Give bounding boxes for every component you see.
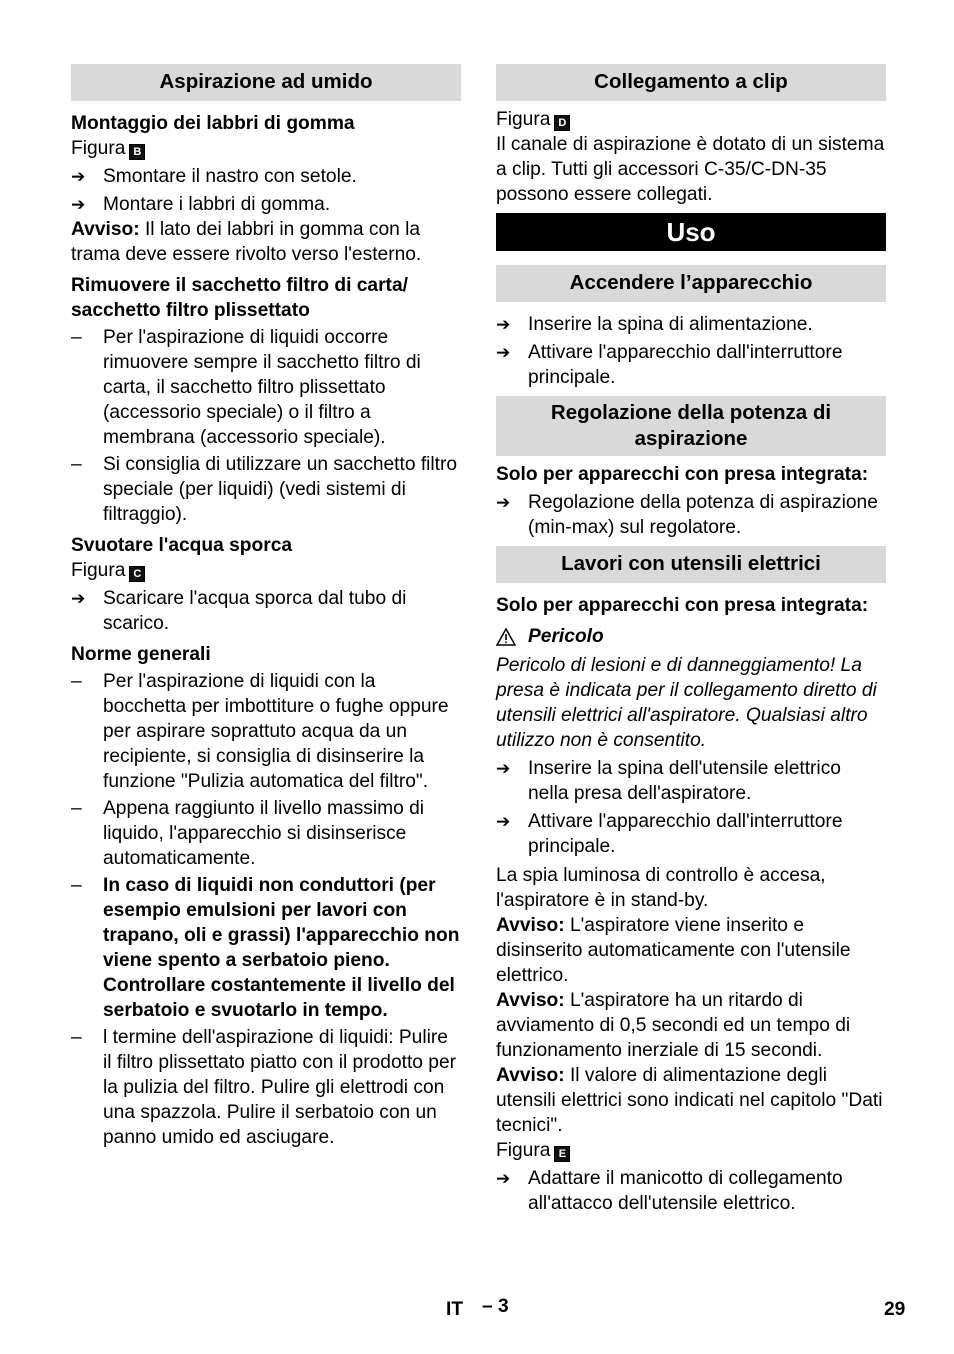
note-paragraph: Avviso: Il lato dei labbri in gomma con la trama deve essere rivolto verso l'esterno. — [71, 219, 422, 265]
instruction-step: ➔ Scaricare l'acqua sporca dal tubo di scarico. — [71, 588, 407, 634]
instruction-step: ➔ Attivare l'apparecchio dall'interruttore principale. — [496, 811, 843, 857]
warning-triangle-icon — [496, 628, 516, 646]
dash-bullet: – — [71, 798, 82, 819]
list-item: – Per l'aspirazione di liquidi occorre rimuovere sempre il sacchetto filtro di carta, il sacchetto filtro plissettato (accessorio speciale) o il filtro a membrana (accessorio speciale). — [71, 327, 421, 448]
dash-bullet: – — [71, 875, 82, 896]
figure-letter-b: B — [129, 144, 145, 160]
section-heading-power-tools: Lavori con utensili elettrici — [496, 546, 886, 583]
instruction-step: ➔ Regolazione della potenza di aspirazione (min-max) sul regolatore. — [496, 492, 878, 538]
figure-ref-c: Figura C — [71, 558, 461, 583]
figure-letter-c: C — [129, 566, 145, 582]
dash-bullet: – — [71, 671, 82, 692]
dash-bullet: – — [71, 327, 82, 348]
arrow-icon: ➔ — [71, 195, 86, 214]
subheading-general-rules: Norme generali — [71, 644, 211, 665]
list-item: – l termine dell'aspirazione di liquidi: Pulire il filtro plissettato piatto con il prodotto per la pulizia del filtro. Pulire gli elettrodi con una spazzola. Pulire il serbatoio con un panno umido ed asciugare. — [71, 1027, 457, 1148]
instruction-step: ➔ Attivare l'apparecchio dall'interruttore principale. — [496, 342, 843, 388]
subheading-remove-filter-bag: Rimuovere il sacchetto filtro di carta/ sacchetto filtro plissettato — [71, 275, 408, 321]
subheading-mount-rubber-lips: Montaggio dei labbri di gomma — [71, 113, 355, 134]
right-column — [496, 64, 886, 1216]
note-paragraph: Avviso: L'aspiratore ha un ritardo di avviamento di 0,5 secondi ed un tempo di funzionamento inerziale di 15 secondi. — [496, 990, 851, 1061]
subheading-empty-dirty-water: Svuotare l'acqua sporca — [71, 535, 293, 556]
list-item: – Per l'aspirazione di liquidi con la bocchetta per imbottiture o fughe oppure per aspirare soprattuto acqua da un recipiente, si consiglia di disinserire la funzione "Pulizia automatica del filtro". — [71, 671, 449, 792]
arrow-icon: ➔ — [496, 343, 511, 362]
section-heading-switch-on: Accendere l’apparecchio — [496, 265, 886, 302]
subheading-integrated-socket: Solo per apparecchi con presa integrata: — [496, 464, 869, 485]
figure-letter-d: D — [554, 115, 570, 131]
chapter-heading-uso: Uso — [496, 213, 886, 251]
footer-page-number: 29 — [884, 1299, 906, 1320]
list-item: – In caso di liquidi non conduttori (per esempio emulsioni per lavori con trapano, oli e grassi) l'apparecchio non viene spento a serbatoio pieno. Controllare costantemente il livello del serbatoio e svuotarlo in tempo. — [71, 875, 460, 1021]
figure-ref-e: Figura E — [496, 1138, 886, 1163]
left-column — [71, 64, 461, 1150]
note-paragraph: Avviso: L'aspiratore viene inserito e disinserito automaticamente con l'utensile elettrico. — [496, 915, 851, 986]
figure-ref-b: Figura B — [71, 136, 461, 161]
arrow-icon: ➔ — [496, 812, 511, 831]
dash-bullet: – — [71, 1027, 82, 1048]
dash-bullet: – — [71, 454, 82, 475]
note-paragraph: Avviso: Il valore di alimentazione degli utensili elettrici sono indicati nel capitolo "Dati tecnici". — [496, 1065, 883, 1136]
list-item: – Appena raggiunto il livello massimo di liquido, l'apparecchio si disinserisce automaticamente. — [71, 798, 425, 869]
arrow-icon: ➔ — [496, 493, 511, 512]
footer-language: IT — [446, 1299, 464, 1320]
footer-section-page: – 3 — [482, 1296, 509, 1317]
instruction-step: ➔ Smontare il nastro con setole. — [71, 166, 357, 187]
arrow-icon: ➔ — [71, 167, 86, 186]
instruction-step: ➔ Inserire la spina dell'utensile elettrico nella presa dell'aspiratore. — [496, 758, 841, 804]
arrow-icon: ➔ — [496, 315, 511, 334]
subheading-integrated-socket: Solo per apparecchi con presa integrata: — [496, 595, 869, 616]
instruction-step: ➔ Montare i labbri di gomma. — [71, 194, 331, 215]
clip-paragraph: Il canale di aspirazione è dotato di un sistema a clip. Tutti gli accessori C-35/C-DN-35 possono essere collegati. — [496, 134, 885, 205]
figure-letter-e: E — [554, 1146, 570, 1162]
danger-heading: Pericolo — [496, 624, 886, 649]
instruction-step: ➔ Inserire la spina di alimentazione. — [496, 314, 813, 335]
arrow-icon: ➔ — [496, 1169, 511, 1188]
indicator-paragraph: La spia luminosa di controllo è accesa, l'aspiratore è in stand-by. — [496, 865, 826, 911]
instruction-step: ➔ Adattare il manicotto di collegamento all'attacco dell'utensile elettrico. — [496, 1168, 843, 1214]
section-heading-suction-power: Regolazione della potenza di aspirazione — [496, 396, 886, 456]
figure-ref-d: Figura D — [496, 107, 886, 132]
arrow-icon: ➔ — [71, 589, 86, 608]
section-heading-wet-vacuuming: Aspirazione ad umido — [71, 64, 461, 101]
section-heading-clip-connection: Collegamento a clip — [496, 64, 886, 101]
danger-paragraph: Pericolo di lesioni e di danneggiamento! La presa è indicata per il collegamento diretto di utensili elettrici all'aspiratore. Qualsiasi altro utilizzo non è consentito. — [496, 655, 877, 751]
arrow-icon: ➔ — [496, 759, 511, 778]
list-item: – Si consiglia di utilizzare un sacchetto filtro speciale (per liquidi) (vedi sistemi di filtraggio). — [71, 454, 458, 525]
